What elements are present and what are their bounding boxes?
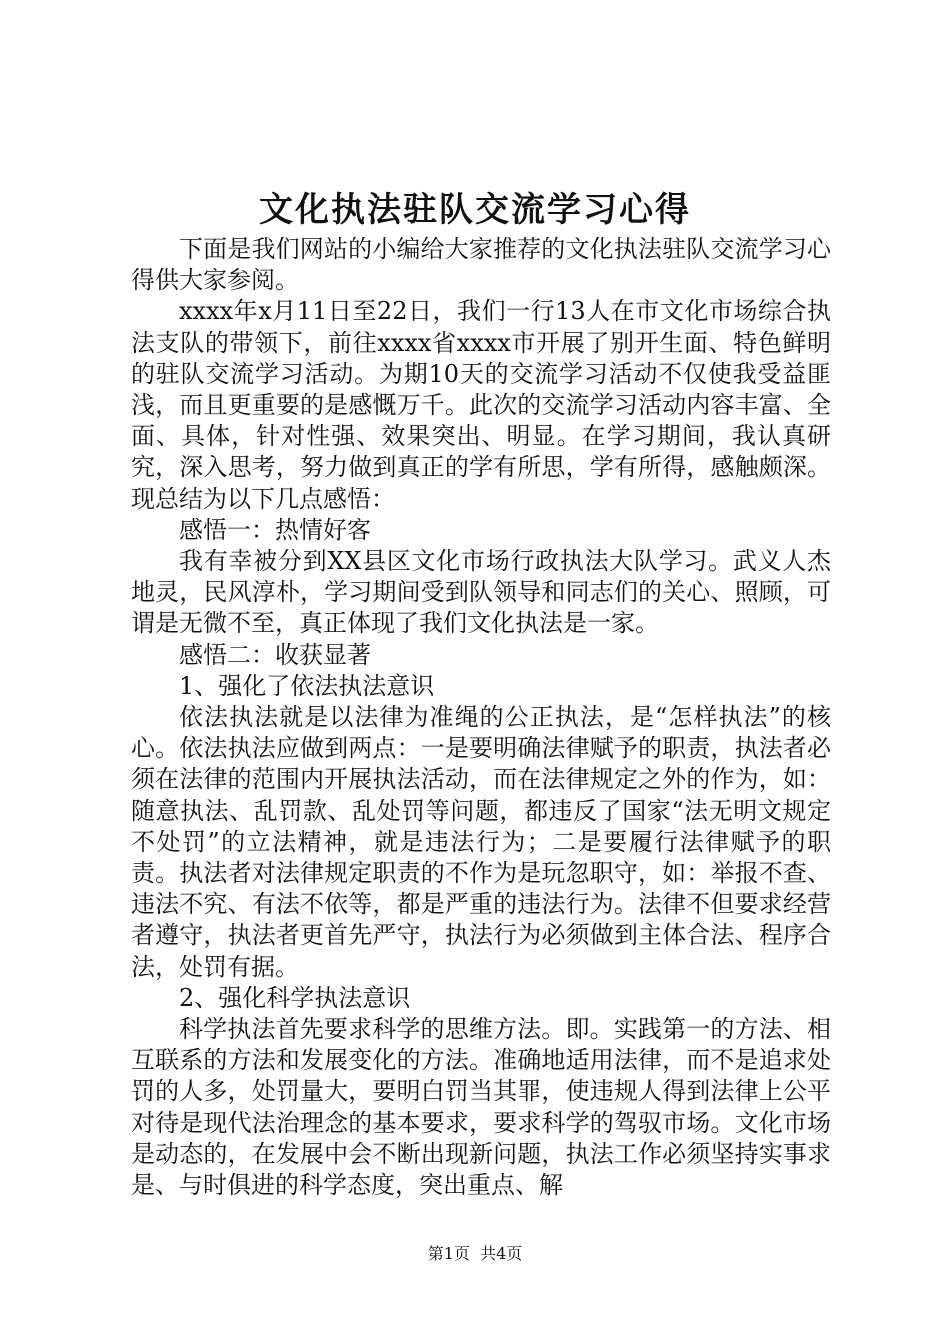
subheading-2: 2、强化科学执法意识 bbox=[179, 983, 411, 1012]
page-footer bbox=[0, 1243, 950, 1265]
paragraph-intro: 下面是我们网站的小编给大家推荐的文化执法驻队交流学习心得供大家参阅。 bbox=[131, 235, 831, 295]
paragraph-lawful-enforcement: 依法执法就是以法律为准绳的公正执法，是“怎样执法”的核心。依法执法应做到两点：一是要明确法律赋予的职责，执法者必须在法律的范围内开展执法活动，而在法律规定之外的作为，如：随意执法、乱罚款、乱处罚等问题，都违反了国家“法无明文规定不处罚”的立法精神，就是违法行为；二是要履行法律赋予的职责。执法者对法律规定职责的不作为是玩忽职守，如：举报不查、违法不究、有法不依等，都是严重的违法行为。法律不但要求经营者遵守，执法者更首先严守，执法行为必须做到主体合法、程序合法，处罚有据。 bbox=[131, 703, 831, 981]
paragraph-overview: xxxx年x月11日至22日，我们一行13人在市文化市场综合执法支队的带领下，前往xxxx省xxxx市开展了别开生面、特色鲜明的驻队交流学习活动。为期10天的交流学习活动不仅使我受益匪浅，而且更重要的是感慨万千。此次的交流学习活动内容丰富、全面、具体，针对性强、效果突出、明显。在学习期间，我认真研究，深入思考，努力做到真正的学有所思，学有所得，感触颇深。现总结为以下几点感悟： bbox=[131, 297, 831, 513]
subheading-1: 1、强化了依法执法意识 bbox=[179, 671, 435, 700]
page-total: 共4页 bbox=[480, 1244, 523, 1263]
section-heading-1: 感悟一：热情好客 bbox=[179, 515, 371, 544]
document-title: 文化执法驻队交流学习心得 bbox=[259, 190, 691, 230]
paragraph-scientific-enforcement: 科学执法首先要求科学的思维方法。即。实践第一的方法、相互联系的方法和发展变化的方法。准确地适用法律，而不是追求处罚的人多，处罚量大，要明白罚当其罪，使违规人得到法律上公平对待是现代法治理念的基本要求，要求科学的驾驭市场。文化市场是动态的，在发展中会不断出现新问题，执法工作必须坚持实事求是、与时俱进的科学态度，突出重点、解 bbox=[131, 1015, 831, 1200]
document-body bbox=[131, 234, 831, 1201]
paragraph-hospitality: 我有幸被分到XX县区文化市场行政执法大队学习。武义人杰地灵，民风淳朴，学习期间受到队领导和同志们的关心、照顾，可谓是无微不至，真正体现了我们文化执法是一家。 bbox=[131, 547, 831, 638]
section-heading-2: 感悟二：收获显著 bbox=[179, 640, 371, 669]
page-number: 第1页 bbox=[427, 1244, 470, 1263]
